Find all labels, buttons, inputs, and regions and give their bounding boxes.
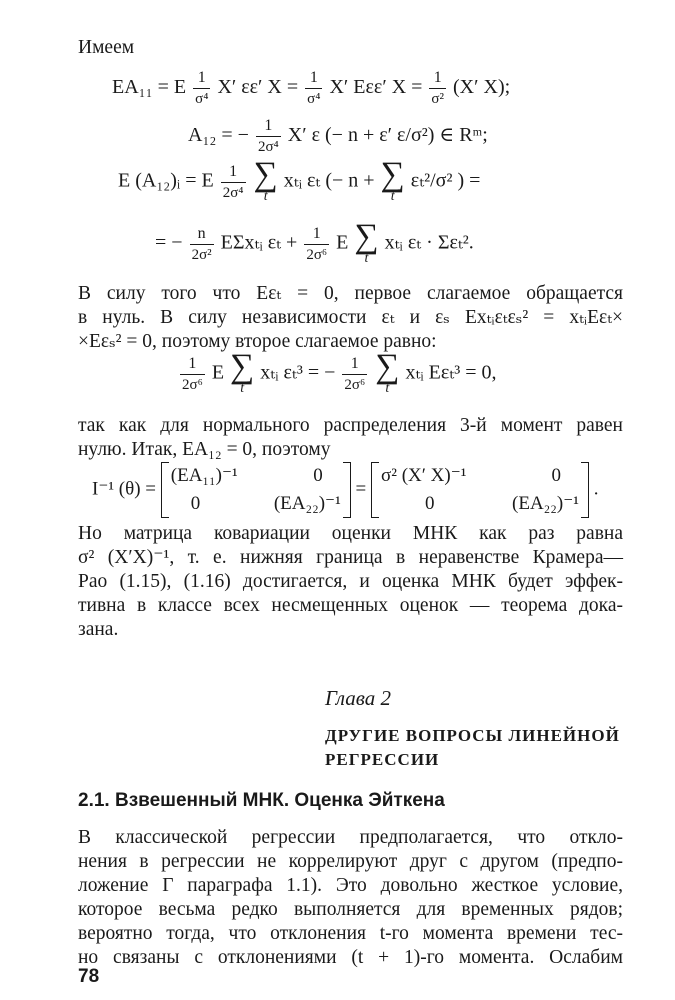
eq3-sum: [253, 156, 278, 204]
eq2-rhs: X′ ε (− n + ε′ ε/σ²) ∈ Rᵐ;: [287, 124, 488, 147]
eq3-f-num: 1: [221, 162, 246, 183]
eq2-f-den: 2σ⁴: [257, 139, 279, 155]
eq5-fraction-1: [180, 354, 205, 395]
paragraph-3-line-1: Но матрица ковариации оценки МНК как раз равна: [78, 523, 623, 544]
matrix-2: [371, 462, 589, 518]
eq2-f-num: 1: [256, 116, 281, 137]
matrix-2-row-1: [381, 462, 579, 490]
paragraph-3-line-4: тивна в классе всех несмещенных оценок — теорема дока-: [78, 595, 623, 616]
eq5-sum1-symbol: ∑: [230, 348, 255, 385]
paragraph-4-line-6: но связаны с отклонениями (t + 1)-го момента. Ослабим: [78, 947, 623, 968]
paragraph-4-line-2: нения в регрессии не коррелируют друг с другом (предпо-: [78, 851, 623, 872]
equation-a12: [188, 116, 488, 157]
eq5-term1: xₜᵢ εₜ³ = −: [260, 361, 336, 384]
eq1-mid1: X′ εε′ X =: [217, 76, 299, 99]
eq6-lhs: I⁻¹ (θ) =: [92, 478, 157, 500]
eq3-inner-right: ) =: [457, 169, 481, 192]
matrix-1: [161, 462, 351, 518]
eq4-f1-den: 2σ²: [191, 246, 212, 263]
eq5-e: E: [211, 361, 225, 384]
paragraph-1-line-1: В силу того что Eεₜ = 0, первое слагаемое обращается: [78, 283, 623, 304]
m1-cell-12: 0: [313, 465, 323, 486]
chapter-title-line-1: ДРУГИЕ ВОПРОСЫ ЛИНЕЙНОЙ: [325, 726, 620, 745]
paragraph-2-line-2: нулю. Итак, EA₁₂ = 0, поэтому: [78, 439, 331, 460]
paragraph-4-line-4: которое весьма редко выполняется для временных рядов;: [78, 899, 623, 920]
paragraph-4-line-3: ложение Г параграфа 1.1). Это довольно жесткое условие,: [78, 875, 623, 896]
eq5-fraction-2: [342, 354, 367, 395]
eq1-f2-num: 1: [305, 68, 322, 89]
m1-cell-22: (EA₂₂)⁻¹: [273, 493, 341, 514]
eq3-inner-sum-index: t: [390, 189, 395, 204]
eq1-mid2: X′ Eεε′ X =: [329, 76, 423, 99]
eq1-f3-den: σ²: [431, 91, 445, 107]
paragraph-2-line-1: так как для нормального распределения 3-й момент равен: [78, 415, 623, 436]
eq1-f1-num: 1: [193, 68, 210, 89]
chapter-title-line-2: РЕГРЕССИИ: [325, 750, 440, 769]
eq5-sum2-index: t: [385, 381, 390, 396]
eq1-f1-den: σ⁴: [195, 91, 209, 107]
eq4-e: E: [336, 231, 349, 254]
intro-word: Имеем: [78, 37, 135, 58]
eq4-f2-den: 2σ⁶: [306, 246, 328, 263]
eq5-f1-num: 1: [180, 354, 205, 375]
eq3-fraction: [221, 162, 246, 203]
eq4-f1-num: n: [190, 224, 214, 245]
equation-expansion: [155, 218, 474, 266]
eq1-end: (X′ X);: [453, 76, 511, 99]
eq3-inner-left: (− n +: [325, 169, 375, 192]
eq3-inner-sum-symbol: ∑: [380, 156, 405, 193]
eq1-fraction-2: [305, 68, 322, 109]
equation-inverse-information: [92, 462, 599, 518]
equation-third-moment: [178, 348, 497, 396]
eq5-sum2-symbol: ∑: [375, 348, 400, 385]
eq3-sum-symbol: ∑: [253, 156, 278, 193]
m2-cell-11: σ² (X′ X)⁻¹: [381, 465, 467, 486]
paragraph-1-line-3: ×Eεₛ² = 0, поэтому второе слагаемое равно:: [78, 331, 437, 352]
paragraph-3-line-5: зана.: [78, 619, 119, 640]
equation-expectation-a12: [118, 156, 481, 204]
matrix-1-row-1: [171, 462, 341, 490]
eq3-inner-sum: [380, 156, 405, 204]
eq3-inner-term: εₜ²/σ²: [410, 169, 453, 192]
eq1-f2-den: σ⁴: [307, 91, 321, 107]
eq4-sum: [354, 218, 379, 266]
eq5-f1-den: 2σ⁶: [182, 376, 203, 393]
eq1-fraction-3: [429, 68, 446, 109]
eq2-fraction: [256, 116, 281, 157]
eq3-lhs: E (A₁₂)ᵢ = E: [118, 169, 214, 192]
paragraph-3-line-3: Рао (1.15), (1.16) достигается, и оценка МНК будет эффек-: [78, 571, 623, 592]
eq1-f3-num: 1: [429, 68, 446, 89]
eq4-sum-index: t: [364, 251, 369, 266]
paragraph-4-line-1: В классической регрессии предполагается, что откло-: [78, 827, 623, 848]
eq1-fraction-1: [193, 68, 210, 109]
m2-cell-21: 0: [425, 493, 435, 514]
eq4-fraction-1: [190, 224, 214, 265]
eq3-f-den: 2σ⁴: [222, 184, 244, 201]
equation-ea11: [112, 68, 510, 109]
paragraph-4-line-5: вероятно тогда, что отклонения t-го момента времени тес-: [78, 923, 623, 944]
eq4-term: xₜᵢ εₜ · Σεₜ².: [384, 231, 474, 254]
eq3-sum-index: t: [263, 189, 268, 204]
eq5-f2-num: 1: [342, 354, 367, 375]
eq4-lhs: = −: [155, 231, 183, 254]
eq5-sum-1: [230, 348, 255, 396]
m1-cell-21: 0: [190, 493, 201, 514]
eq4-sum-symbol: ∑: [354, 218, 379, 255]
eq4-fraction-2: [304, 224, 329, 265]
page-number: 78: [78, 966, 100, 987]
eq3-term: xₜᵢ εₜ: [283, 169, 321, 192]
m2-cell-12: 0: [551, 465, 561, 486]
eq5-term2: xₜᵢ Eεₜ³ = 0,: [405, 361, 497, 384]
matrix-2-row-2: [381, 490, 579, 518]
eq1-lhs: EA₁₁ = E: [112, 76, 187, 99]
paragraph-1-line-2: в нуль. В силу независимости εₜ и εₛ Exₜᵢεₜεₛ² = xₜᵢEεₜ×: [78, 307, 623, 328]
eq6-end: .: [593, 478, 599, 500]
eq2-lhs: A₁₂ = −: [188, 124, 249, 147]
eq5-sum-2: [375, 348, 400, 396]
m2-cell-22: (EA₂₂)⁻¹: [512, 493, 579, 514]
eq6-equals: =: [355, 478, 367, 500]
paragraph-3-line-2: σ² (X′X)⁻¹, т. е. нижняя граница в неравенстве Крамера—: [78, 547, 623, 568]
eq4-mid: EΣxₜᵢ εₜ +: [220, 231, 298, 254]
eq4-f2-num: 1: [304, 224, 329, 245]
eq5-f2-den: 2σ⁶: [344, 376, 366, 393]
chapter-label: Глава 2: [325, 686, 391, 710]
matrix-1-row-2: [171, 490, 341, 518]
m1-cell-11: (EA₁₁)⁻¹: [170, 465, 238, 486]
section-heading: 2.1. Взвешенный МНК. Оценка Эйткена: [78, 790, 445, 811]
eq5-sum1-index: t: [240, 381, 245, 396]
